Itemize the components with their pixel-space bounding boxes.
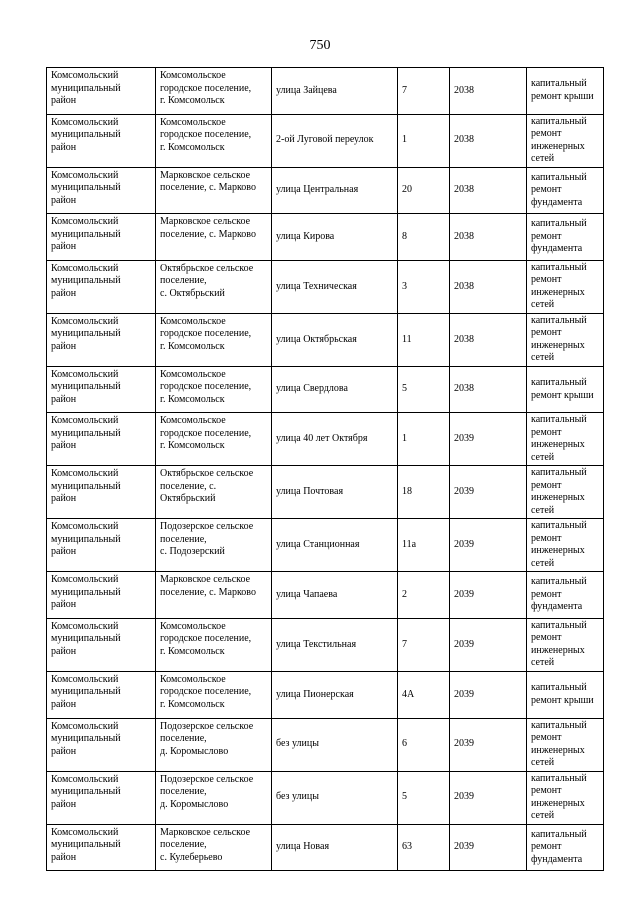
table-row xyxy=(47,260,604,313)
table-body xyxy=(47,68,604,871)
work-type-cell: капитальный ремонт инженерных сетей xyxy=(527,413,604,466)
year-cell: 2039 xyxy=(450,771,527,824)
work-type-cell: капитальный ремонт фундамента xyxy=(527,167,604,214)
district-cell: Комсомольский муниципальный район xyxy=(47,413,156,466)
table-row xyxy=(47,466,604,519)
street-cell: улица Октябрьская xyxy=(272,313,398,366)
street-cell: улица Свердлова xyxy=(272,366,398,413)
settlement-cell: Комсомольское городское поселение, г. Комсомольск xyxy=(156,618,272,671)
street-cell: улица Техническая xyxy=(272,260,398,313)
work-type-cell: капитальный ремонт инженерных сетей xyxy=(527,466,604,519)
settlement-cell: Комсомольское городское поселение, г. Комсомольск xyxy=(156,366,272,413)
street-cell: улица Текстильная xyxy=(272,618,398,671)
settlement-cell: Октябрьское сельское поселение, с. Октябрьский xyxy=(156,260,272,313)
house-number-cell: 18 xyxy=(398,466,450,519)
street-cell: улица 40 лет Октября xyxy=(272,413,398,466)
street-cell: без улицы xyxy=(272,718,398,771)
page-number: 750 xyxy=(309,38,331,53)
table-row xyxy=(47,771,604,824)
settlement-cell: Марковское сельское поселение, с. Марково xyxy=(156,167,272,214)
house-number-cell: 63 xyxy=(398,824,450,871)
house-number-cell: 7 xyxy=(398,618,450,671)
settlement-cell: Подозерское сельское поселение, с. Подозерский xyxy=(156,519,272,572)
district-cell: Комсомольский муниципальный район xyxy=(47,771,156,824)
street-cell: улица Кирова xyxy=(272,214,398,261)
year-cell: 2038 xyxy=(450,167,527,214)
settlement-cell: Комсомольское городское поселение, г. Комсомольск xyxy=(156,114,272,167)
year-cell: 2038 xyxy=(450,260,527,313)
work-type-cell: капитальный ремонт инженерных сетей xyxy=(527,519,604,572)
house-number-cell: 7 xyxy=(398,68,450,115)
table-row xyxy=(47,167,604,214)
district-cell: Комсомольский муниципальный район xyxy=(47,366,156,413)
year-cell: 2038 xyxy=(450,68,527,115)
work-type-cell: капитальный ремонт крыши xyxy=(527,366,604,413)
house-number-cell: 5 xyxy=(398,366,450,413)
work-type-cell: капитальный ремонт инженерных сетей xyxy=(527,771,604,824)
settlement-cell: Октябрьское сельское поселение, с. Октябрьский xyxy=(156,466,272,519)
district-cell: Комсомольский муниципальный район xyxy=(47,114,156,167)
work-type-cell: капитальный ремонт крыши xyxy=(527,671,604,718)
district-cell: Комсомольский муниципальный район xyxy=(47,313,156,366)
house-number-cell: 3 xyxy=(398,260,450,313)
table-row xyxy=(47,572,604,619)
year-cell: 2038 xyxy=(450,366,527,413)
table-row xyxy=(47,114,604,167)
settlement-cell: Марковское сельское поселение, с. Кулеберьево xyxy=(156,824,272,871)
house-number-cell: 11а xyxy=(398,519,450,572)
house-number-cell: 6 xyxy=(398,718,450,771)
district-cell: Комсомольский муниципальный район xyxy=(47,214,156,261)
table-row xyxy=(47,671,604,718)
year-cell: 2038 xyxy=(450,313,527,366)
table-row xyxy=(47,214,604,261)
house-number-cell: 5 xyxy=(398,771,450,824)
street-cell: улица Почтовая xyxy=(272,466,398,519)
district-cell: Комсомольский муниципальный район xyxy=(47,718,156,771)
repair-schedule-table xyxy=(46,67,604,871)
street-cell: улица Чапаева xyxy=(272,572,398,619)
house-number-cell: 1 xyxy=(398,114,450,167)
house-number-cell: 20 xyxy=(398,167,450,214)
table-row xyxy=(47,718,604,771)
year-cell: 2039 xyxy=(450,824,527,871)
year-cell: 2039 xyxy=(450,519,527,572)
settlement-cell: Комсомольское городское поселение, г. Комсомольск xyxy=(156,413,272,466)
table-row xyxy=(47,618,604,671)
district-cell: Комсомольский муниципальный район xyxy=(47,572,156,619)
street-cell: 2-ой Луговой переулок xyxy=(272,114,398,167)
year-cell: 2039 xyxy=(450,718,527,771)
district-cell: Комсомольский муниципальный район xyxy=(47,68,156,115)
district-cell: Комсомольский муниципальный район xyxy=(47,466,156,519)
work-type-cell: капитальный ремонт фундамента xyxy=(527,214,604,261)
work-type-cell: капитальный ремонт крыши xyxy=(527,68,604,115)
house-number-cell: 8 xyxy=(398,214,450,261)
table-row xyxy=(47,366,604,413)
street-cell: улица Новая xyxy=(272,824,398,871)
year-cell: 2039 xyxy=(450,671,527,718)
settlement-cell: Комсомольское городское поселение, г. Комсомольск xyxy=(156,68,272,115)
work-type-cell: капитальный ремонт инженерных сетей xyxy=(527,718,604,771)
settlement-cell: Комсомольское городское поселение, г. Комсомольск xyxy=(156,671,272,718)
table-row xyxy=(47,68,604,115)
work-type-cell: капитальный ремонт фундамента xyxy=(527,572,604,619)
work-type-cell: капитальный ремонт фундамента xyxy=(527,824,604,871)
house-number-cell: 1 xyxy=(398,413,450,466)
district-cell: Комсомольский муниципальный район xyxy=(47,519,156,572)
year-cell: 2038 xyxy=(450,114,527,167)
year-cell: 2039 xyxy=(450,413,527,466)
district-cell: Комсомольский муниципальный район xyxy=(47,671,156,718)
table-row xyxy=(47,824,604,871)
street-cell: улица Центральная xyxy=(272,167,398,214)
table-row xyxy=(47,519,604,572)
work-type-cell: капитальный ремонт инженерных сетей xyxy=(527,114,604,167)
work-type-cell: капитальный ремонт инженерных сетей xyxy=(527,260,604,313)
table-row xyxy=(47,313,604,366)
street-cell: улица Станционная xyxy=(272,519,398,572)
house-number-cell: 2 xyxy=(398,572,450,619)
year-cell: 2039 xyxy=(450,466,527,519)
year-cell: 2039 xyxy=(450,572,527,619)
house-number-cell: 11 xyxy=(398,313,450,366)
street-cell: без улицы xyxy=(272,771,398,824)
table-row xyxy=(47,413,604,466)
settlement-cell: Комсомольское городское поселение, г. Комсомольск xyxy=(156,313,272,366)
district-cell: Комсомольский муниципальный район xyxy=(47,260,156,313)
year-cell: 2038 xyxy=(450,214,527,261)
year-cell: 2039 xyxy=(450,618,527,671)
district-cell: Комсомольский муниципальный район xyxy=(47,167,156,214)
street-cell: улица Зайцева xyxy=(272,68,398,115)
house-number-cell: 4А xyxy=(398,671,450,718)
settlement-cell: Подозерское сельское поселение, д. Коромыслово xyxy=(156,718,272,771)
district-cell: Комсомольский муниципальный район xyxy=(47,824,156,871)
street-cell: улица Пионерская xyxy=(272,671,398,718)
work-type-cell: капитальный ремонт инженерных сетей xyxy=(527,313,604,366)
settlement-cell: Марковское сельское поселение, с. Марково xyxy=(156,214,272,261)
district-cell: Комсомольский муниципальный район xyxy=(47,618,156,671)
work-type-cell: капитальный ремонт инженерных сетей xyxy=(527,618,604,671)
settlement-cell: Подозерское сельское поселение, д. Коромыслово xyxy=(156,771,272,824)
settlement-cell: Марковское сельское поселение, с. Марково xyxy=(156,572,272,619)
